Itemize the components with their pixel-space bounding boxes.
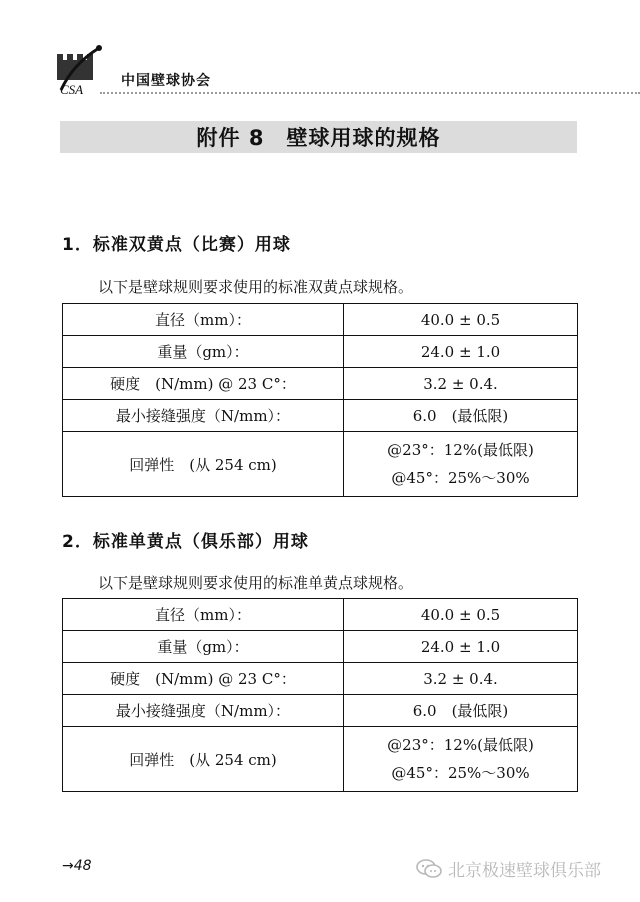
page-title: 附件 8 壁球用球的规格 bbox=[60, 121, 577, 153]
row-value: 3.2 ± 0.4. bbox=[344, 368, 578, 400]
table-row bbox=[63, 432, 578, 497]
page-header bbox=[0, 0, 640, 100]
section-intro-1: 以下是壁球规则要求使用的标准双黄点球规格。 bbox=[98, 278, 414, 296]
header-divider bbox=[100, 92, 640, 94]
value-line: @45°：25%～30% bbox=[391, 469, 530, 487]
row-label: 回弹性 (从 254 cm) bbox=[63, 727, 344, 792]
table-row bbox=[63, 368, 578, 400]
row-label: 硬度 (N/mm) @ 23 C°： bbox=[63, 368, 344, 400]
watermark bbox=[416, 856, 601, 881]
table-row bbox=[63, 727, 578, 792]
table-row bbox=[63, 631, 578, 663]
row-label: 重量（gm）： bbox=[63, 336, 344, 368]
value-line: @45°：25%～30% bbox=[391, 764, 530, 782]
wechat-icon bbox=[416, 858, 442, 880]
table-row bbox=[63, 663, 578, 695]
row-value: 6.0 (最低限) bbox=[344, 400, 578, 432]
value-line: @23°：12%(最低限) bbox=[387, 441, 534, 459]
org-name: 中国壁球协会 bbox=[121, 73, 211, 89]
value-line: @23°：12%(最低限) bbox=[387, 736, 534, 754]
section-heading-1: 1．标准双黄点（比赛）用球 bbox=[62, 235, 291, 255]
row-value: 40.0 ± 0.5 bbox=[344, 304, 578, 336]
row-value bbox=[344, 727, 578, 792]
row-label: 最小接缝强度（N/mm）： bbox=[63, 695, 344, 727]
section-intro-2: 以下是壁球规则要求使用的标准单黄点球规格。 bbox=[98, 574, 414, 592]
row-label: 直径（mm）： bbox=[63, 599, 344, 631]
row-value: 40.0 ± 0.5 bbox=[344, 599, 578, 631]
row-label: 直径（mm）： bbox=[63, 304, 344, 336]
row-value: 24.0 ± 1.0 bbox=[344, 336, 578, 368]
row-label: 硬度 (N/mm) @ 23 C°： bbox=[63, 663, 344, 695]
table-row bbox=[63, 400, 578, 432]
spec-table-2 bbox=[62, 598, 578, 792]
row-label: 重量（gm）： bbox=[63, 631, 344, 663]
page-number: →48 bbox=[62, 858, 92, 874]
table-row bbox=[63, 304, 578, 336]
svg-text:CSA: CSA bbox=[60, 82, 84, 96]
table-row bbox=[63, 695, 578, 727]
row-label: 最小接缝强度（N/mm）： bbox=[63, 400, 344, 432]
row-value: 24.0 ± 1.0 bbox=[344, 631, 578, 663]
row-value: 6.0 (最低限) bbox=[344, 695, 578, 727]
row-label: 回弹性 (从 254 cm) bbox=[63, 432, 344, 497]
table-row bbox=[63, 336, 578, 368]
csa-logo-icon bbox=[55, 44, 105, 96]
watermark-text: 北京极速壁球俱乐部 bbox=[448, 861, 601, 881]
table-row bbox=[63, 599, 578, 631]
row-value: 3.2 ± 0.4. bbox=[344, 663, 578, 695]
section-heading-2: 2．标准单黄点（俱乐部）用球 bbox=[62, 532, 309, 552]
row-value bbox=[344, 432, 578, 497]
spec-table-1 bbox=[62, 303, 578, 497]
